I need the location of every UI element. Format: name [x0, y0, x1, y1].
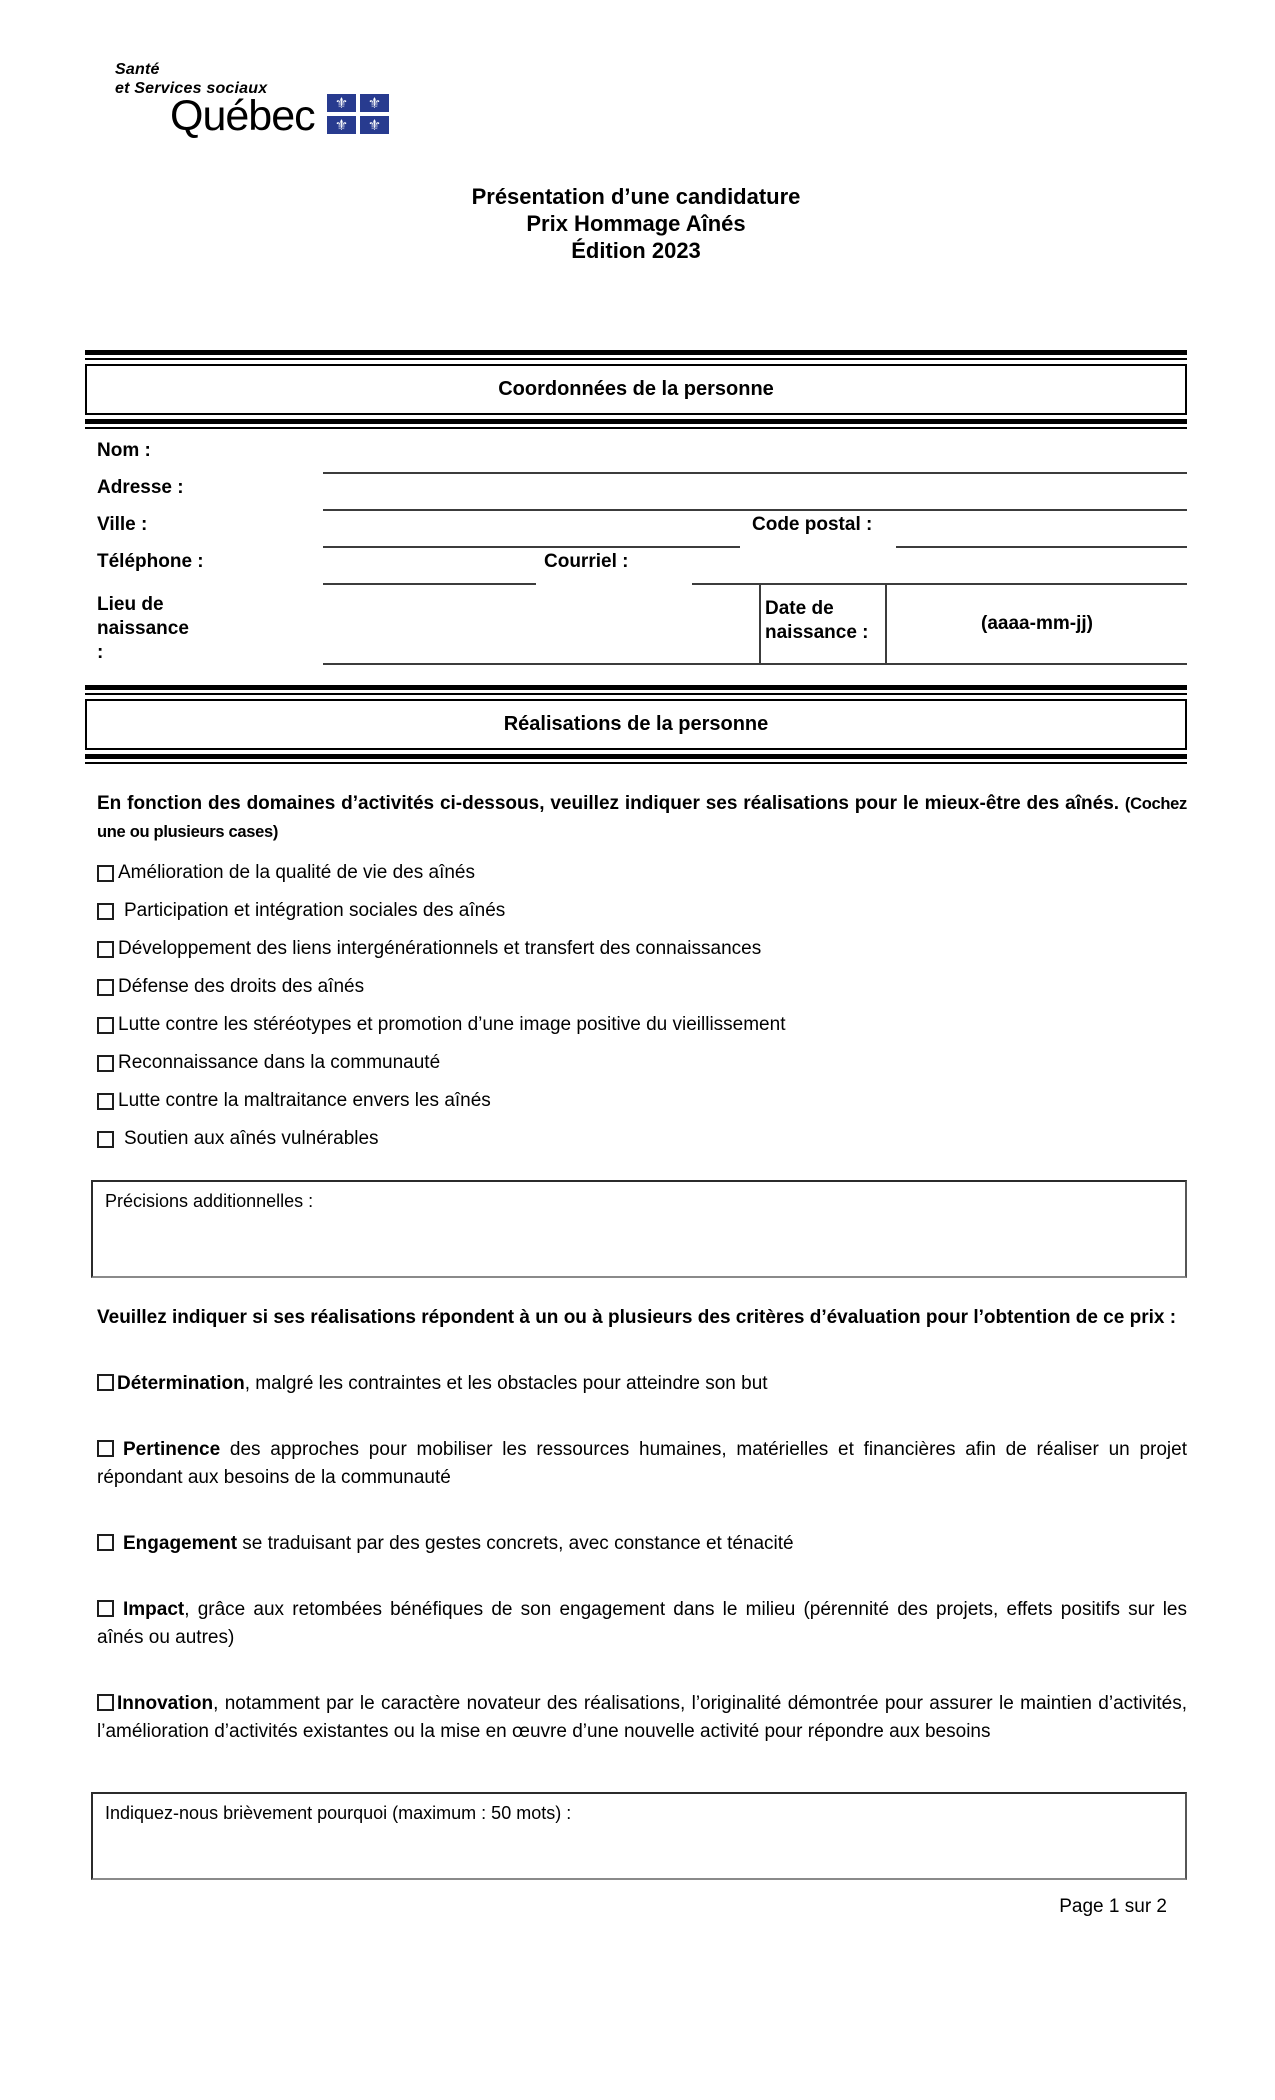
section-realisations-title: Réalisations de la personne	[503, 713, 769, 735]
critere-lead: Engagement	[123, 1533, 238, 1554]
fleur-de-lis-icon: ⚜	[334, 95, 348, 112]
checklist-item	[97, 976, 1187, 998]
nom-input-line[interactable]	[323, 438, 1187, 474]
field-row-adresse	[97, 474, 1187, 511]
fleur-de-lis-icon: ⚜	[367, 117, 381, 134]
precisions-textbox[interactable]	[91, 1180, 1187, 1278]
critere-lead: Détermination	[117, 1373, 245, 1394]
field-row-telephone	[97, 548, 1187, 585]
checklist-item	[97, 1052, 1187, 1074]
checklist-item	[97, 900, 1187, 922]
ville-label: Ville :	[97, 514, 148, 535]
section-realisations	[85, 685, 1187, 1880]
domaines-intro: En fonction des domaines d’activités ci-dessous, veuillez indiquer ses réalisations pour le mieux-être des aînés. (Cochez une ou plusieurs cases)	[97, 793, 1187, 841]
checklist-item-label: Développement des liens intergénérationnels et transfert des connaissances	[118, 938, 762, 959]
quebec-logo	[115, 60, 1187, 140]
pourquoi-textbox[interactable]	[91, 1792, 1187, 1880]
section-realisations-header	[85, 699, 1187, 750]
form-title	[85, 183, 1187, 264]
date-naissance-input-cell[interactable]	[887, 585, 1187, 665]
checkbox[interactable]	[97, 979, 114, 996]
checkbox[interactable]	[97, 1374, 114, 1391]
checkbox[interactable]	[97, 941, 114, 958]
date-naissance-cell: Date de naissance :	[759, 585, 887, 665]
lieu-naissance-label: Lieu de naissance :	[97, 594, 189, 663]
checklist-item-label: Lutte contre les stéréotypes et promotion d’une image positive du vieillissement	[118, 1014, 786, 1035]
checklist-item-label: Reconnaissance dans la communauté	[118, 1052, 441, 1073]
section-coordonnees-header	[85, 364, 1187, 415]
checkbox[interactable]	[97, 1017, 114, 1034]
critere-text: , notamment par le caractère novateur des réalisations, l’originalité démontrée pour assurer le maintien d’activités, l’amélioration d’activités existantes ou la mise en œuvre d’une nouvelle activité pour répondre aux besoins	[97, 1693, 1187, 1742]
cochez-note: (Cochez une ou plusieurs cases)	[97, 795, 1187, 841]
checkbox[interactable]	[97, 903, 114, 920]
critere-innovation	[97, 1690, 1187, 1746]
checkbox[interactable]	[97, 1093, 114, 1110]
checkbox[interactable]	[97, 1534, 114, 1551]
checklist-item	[97, 1090, 1187, 1112]
code-postal-input-line[interactable]	[896, 512, 1187, 548]
logo-dept-line1: Santé	[115, 61, 160, 78]
critere-lead: Pertinence	[123, 1439, 221, 1460]
telephone-label: Téléphone :	[97, 551, 204, 572]
checklist-item	[97, 1014, 1187, 1036]
section-coordonnees	[85, 350, 1187, 665]
section-coordonnees-title: Coordonnées de la personne	[498, 378, 774, 400]
fleur-de-lis-icon: ⚜	[367, 95, 381, 112]
telephone-input-line[interactable]	[323, 549, 536, 585]
checklist-item-label: Amélioration de la qualité de vie des aînés	[118, 862, 476, 883]
section-rule-bottom	[85, 419, 1187, 429]
checkbox[interactable]	[97, 1131, 114, 1148]
courriel-label: Courriel :	[544, 551, 629, 572]
logo-wordmark: Québec	[170, 92, 315, 140]
field-row-lieu-naissance	[97, 585, 1187, 665]
section-rule-top	[85, 350, 1187, 360]
critere-text: , malgré les contraintes et les obstacles pour atteindre son but	[244, 1373, 768, 1394]
section-rule-bottom	[85, 754, 1187, 764]
form-title-line2: Prix Hommage Aînés	[526, 211, 746, 236]
checklist-item	[97, 862, 1187, 884]
courriel-input-line[interactable]	[692, 549, 1187, 585]
page-number: Page 1 sur 2	[1059, 1896, 1167, 1917]
critere-lead: Impact	[123, 1599, 185, 1620]
critere-determination	[97, 1370, 1187, 1398]
pourquoi-label: Indiquez-nous brièvement pourquoi (maximum : 50 mots) :	[105, 1803, 572, 1823]
form-title-line3: Édition 2023	[571, 238, 701, 263]
checklist-item	[97, 1128, 1187, 1150]
critere-text: des approches pour mobiliser les ressources humaines, matérielles et financières afin de réaliser un projet répondant aux besoins de la communauté	[97, 1439, 1187, 1488]
critere-pertinence	[97, 1436, 1187, 1492]
adresse-input-line[interactable]	[323, 475, 1187, 511]
field-row-ville	[97, 511, 1187, 548]
date-format-hint: (aaaa-mm-jj)	[981, 613, 1093, 634]
checkbox[interactable]	[97, 1440, 114, 1457]
checkbox[interactable]	[97, 1694, 114, 1711]
checkbox[interactable]	[97, 865, 114, 882]
ville-input-line[interactable]	[323, 512, 740, 548]
criteres-intro: Veuillez indiquer si ses réalisations répondent à un ou à plusieurs des critères d’évaluation pour l’obtention de ce prix :	[97, 1307, 1177, 1328]
quebec-flag-icon	[327, 94, 391, 134]
critere-text: se traduisant par des gestes concrets, avec constance et ténacité	[237, 1533, 794, 1554]
lieu-naissance-input-line[interactable]	[323, 585, 759, 665]
precisions-label: Précisions additionnelles :	[105, 1191, 314, 1211]
section-rule-top	[85, 685, 1187, 695]
form-title-line1: Présentation d’une candidature	[471, 184, 801, 209]
critere-engagement	[97, 1530, 1187, 1558]
checkbox[interactable]	[97, 1600, 114, 1617]
checklist-item-label: Participation et intégration sociales des aînés	[124, 900, 506, 921]
coordonnees-fields	[85, 429, 1187, 665]
checklist-item	[97, 938, 1187, 960]
fleur-de-lis-icon: ⚜	[334, 117, 348, 134]
critere-lead: Innovation	[117, 1693, 214, 1714]
logo-dept-line2: et Services sociaux	[115, 80, 268, 97]
nom-label: Nom :	[97, 440, 151, 461]
checklist-item-label: Lutte contre la maltraitance envers les aînés	[118, 1090, 491, 1111]
checklist-item-label: Soutien aux aînés vulnérables	[124, 1128, 379, 1149]
checkbox[interactable]	[97, 1055, 114, 1072]
checklist-item-label: Défense des droits des aînés	[118, 976, 365, 997]
code-postal-label: Code postal :	[752, 514, 873, 535]
critere-text: , grâce aux retombées bénéfiques de son engagement dans le milieu (pérennité des projets, effets positifs sur les aînés ou autres)	[97, 1599, 1187, 1648]
field-row-nom	[97, 437, 1187, 474]
domaines-checklist	[85, 862, 1187, 1150]
adresse-label: Adresse :	[97, 477, 184, 498]
critere-impact	[97, 1596, 1187, 1652]
